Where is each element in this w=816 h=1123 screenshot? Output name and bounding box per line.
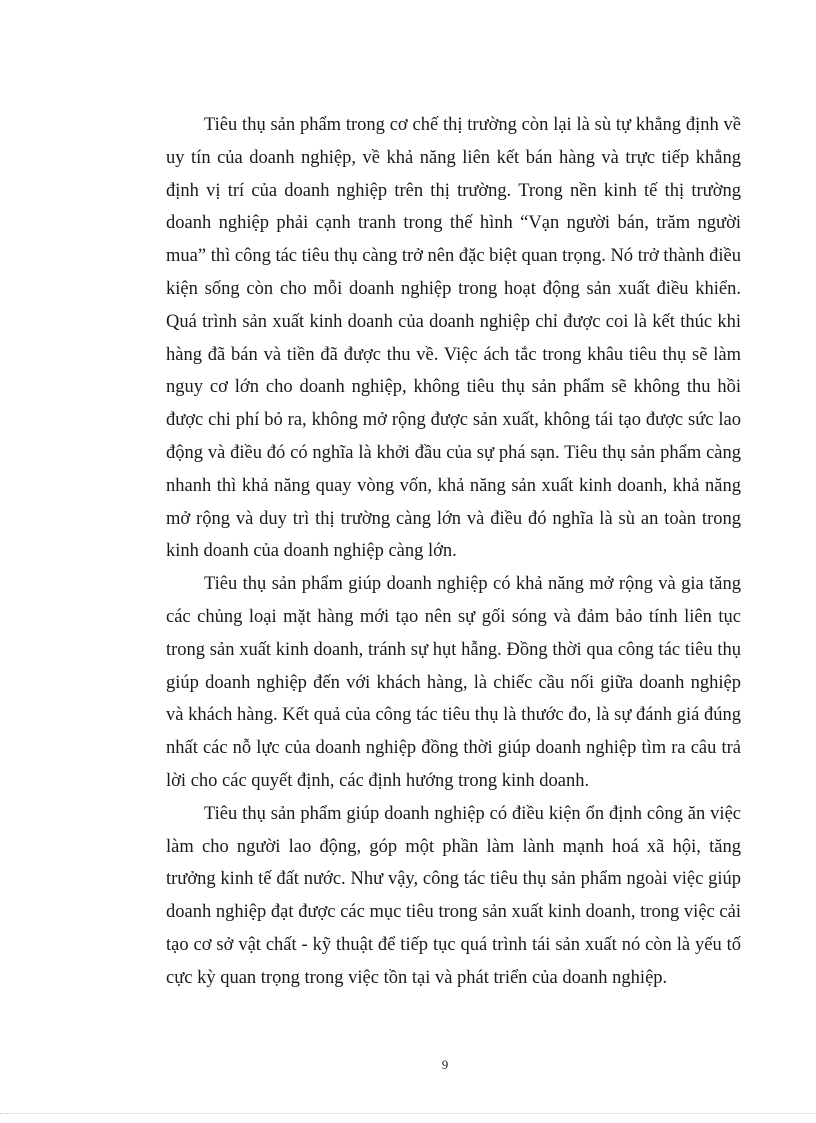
page-bottom-divider: [0, 1113, 816, 1114]
paragraph-3: Tiêu thụ sản phẩm giúp doanh nghiệp có điều kiện ổn định công ăn việc làm cho người lao động, góp một phần làm lành mạnh hoá xã hội, tăng trưởng kinh tế đất nước. Như vậy, công tác tiêu thụ sản phẩm ngoài việc giúp doanh nghiệp đạt được các mục tiêu trong sản xuất kinh doanh, trong việc cải tạo cơ sở vật chất - kỹ thuật để tiếp tục quá trình tái sản xuất nó còn là yếu tố cực kỳ quan trọng trong việc tồn tại và phát triển của doanh nghiệp.: [166, 803, 741, 988]
paragraph-2: Tiêu thụ sản phẩm giúp doanh nghiệp có khả năng mở rộng và gia tăng các chủng loại mặt hàng mới tạo nên sự gối sóng và đảm bảo tính liên tục trong sản xuất kinh doanh, tránh sự hụt hẫng. Đồng thời qua công tác tiêu thụ giúp doanh nghiệp đến với khách hàng, là chiếc cầu nối giữa doanh nghiệp và khách hàng. Kết quả của công tác tiêu thụ là thước đo, là sự đánh giá đúng nhất các nỗ lực của doanh nghiệp đồng thời giúp doanh nghiệp tìm ra câu trả lời cho các quyết định, các định hướng trong kinh doanh.: [166, 574, 741, 791]
body-text: [166, 109, 741, 995]
paragraph-1: Tiêu thụ sản phẩm trong cơ chế thị trường còn lại là sù tự khẳng định về uy tín của doanh nghiệp, về khả năng liên kết bán hàng và trực tiếp khẳng định vị trí của doanh nghiệp trên thị trường. Trong nền kinh tế thị trường doanh nghiệp phải cạnh tranh trong thế hình “Vạn người bán, trăm người mua” thì công tác tiêu thụ càng trở nên đặc biệt quan trọng. Nó trở thành điều kiện sống còn cho mỗi doanh nghiệp trong hoạt động sản xuất điều khiển. Quá trình sản xuất kinh doanh của doanh nghiệp chỉ được coi là kết thúc khi hàng đã bán và tiền đã được thu về. Việc ách tắc trong khâu tiêu thụ sẽ làm nguy cơ lớn cho doanh nghiệp, không tiêu thụ sản phẩm sẽ không thu hồi được chi phí bỏ ra, không mở rộng được sản xuất, không tái tạo được sức lao động và điều đó có nghĩa là khởi đầu của sự phá sạn. Tiêu thụ sản phẩm càng nhanh thì khả năng quay vòng vốn, khả năng sản xuất kinh doanh, khả năng mở rộng và duy trì thị trường càng lớn và điều đó nghĩa là sù an toàn trong kinh doanh của doanh nghiệp càng lớn.: [166, 115, 741, 562]
page-number: 9: [441, 1057, 449, 1072]
